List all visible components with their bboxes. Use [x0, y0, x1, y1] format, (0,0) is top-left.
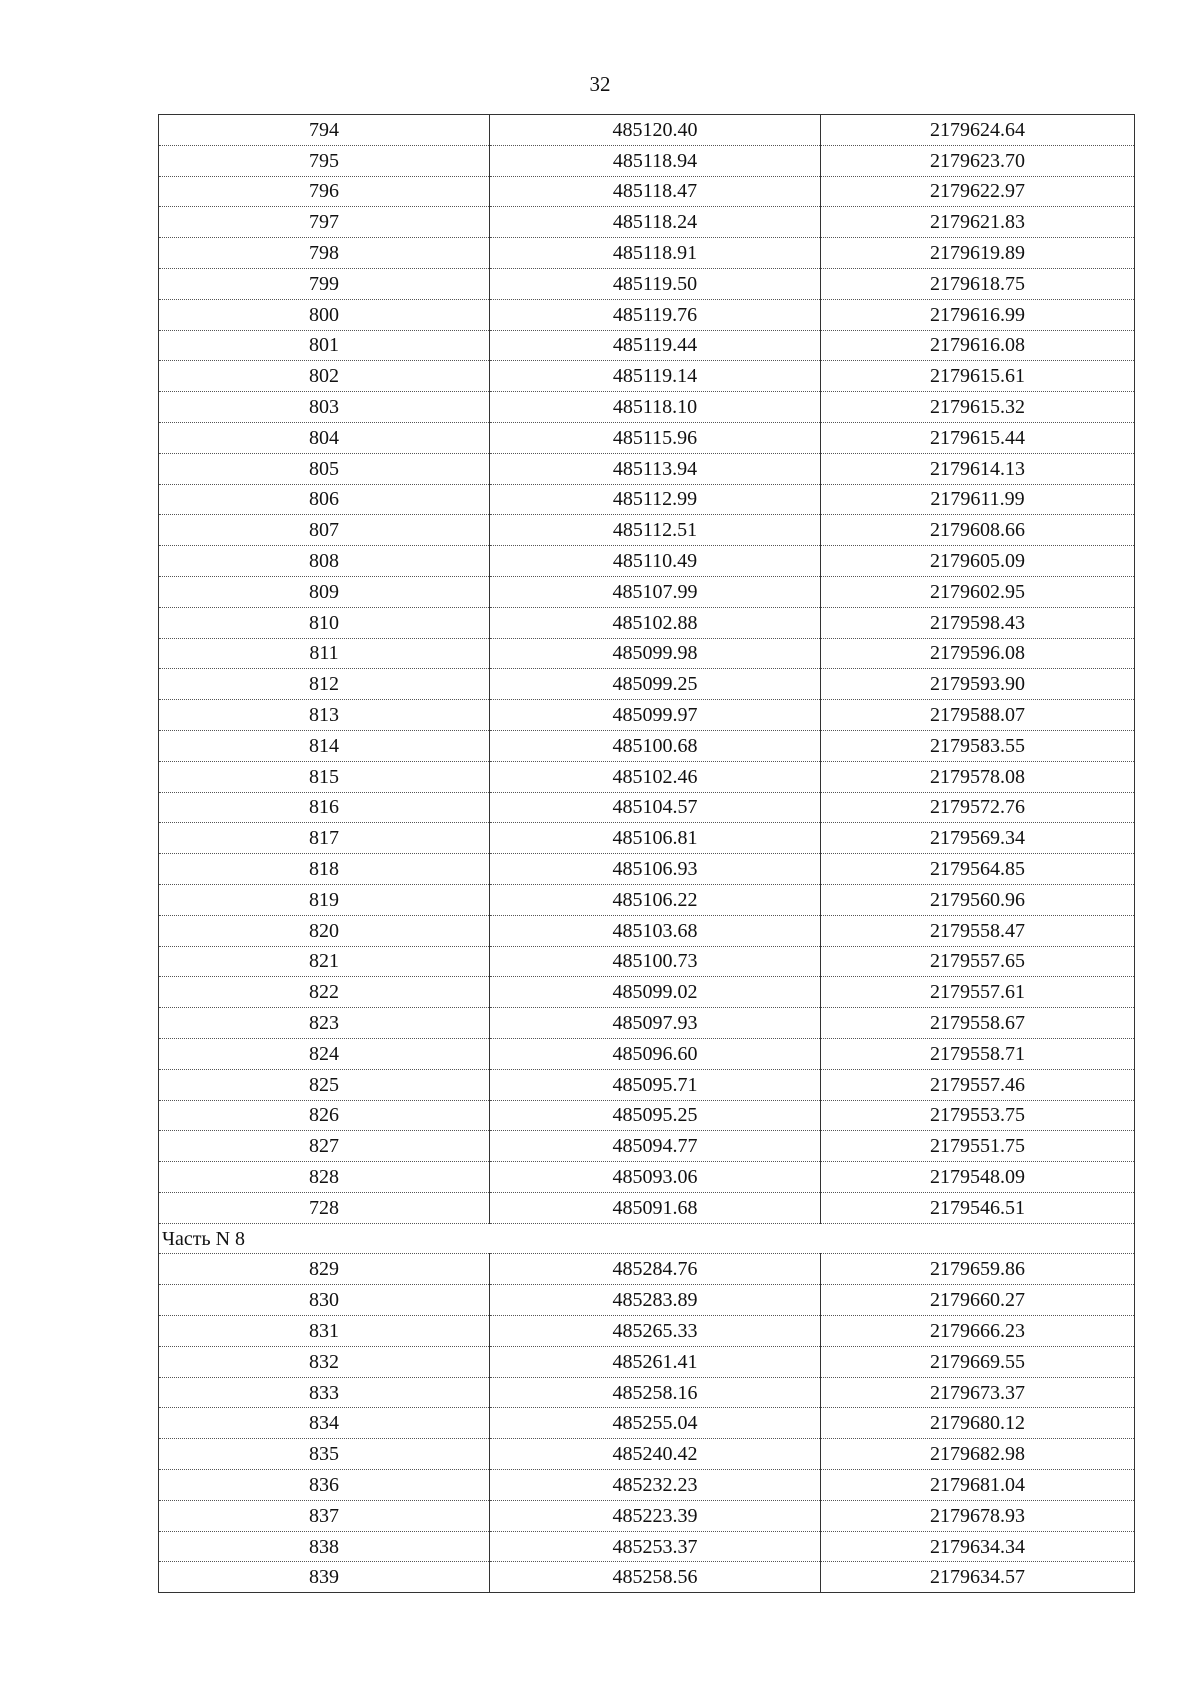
- point-number-cell: 814: [159, 730, 490, 761]
- y-coordinate-cell: 2179558.67: [821, 1008, 1135, 1039]
- y-coordinate-cell: 2179583.55: [821, 730, 1135, 761]
- point-number-cell: 823: [159, 1008, 490, 1039]
- y-coordinate-cell: 2179605.09: [821, 546, 1135, 577]
- y-coordinate-cell: 2179558.71: [821, 1038, 1135, 1069]
- x-coordinate-cell: 485255.04: [490, 1408, 821, 1439]
- point-number-cell: 819: [159, 884, 490, 915]
- table-row: [159, 1439, 1135, 1470]
- x-coordinate-cell: 485103.68: [490, 915, 821, 946]
- table-row: [159, 1069, 1135, 1100]
- y-coordinate-cell: 2179557.65: [821, 946, 1135, 977]
- y-coordinate-cell: 2179622.97: [821, 176, 1135, 207]
- y-coordinate-cell: 2179598.43: [821, 607, 1135, 638]
- table-row: [159, 884, 1135, 915]
- x-coordinate-cell: 485118.10: [490, 392, 821, 423]
- x-coordinate-cell: 485283.89: [490, 1285, 821, 1316]
- y-coordinate-cell: 2179548.09: [821, 1162, 1135, 1193]
- point-number-cell: 828: [159, 1162, 490, 1193]
- table-row: [159, 453, 1135, 484]
- point-number-cell: 796: [159, 176, 490, 207]
- coordinates-table: [158, 114, 1135, 1593]
- x-coordinate-cell: 485095.71: [490, 1069, 821, 1100]
- point-number-cell: 804: [159, 422, 490, 453]
- table-row: [159, 915, 1135, 946]
- table-row: [159, 1254, 1135, 1285]
- point-number-cell: 809: [159, 576, 490, 607]
- x-coordinate-cell: 485099.98: [490, 638, 821, 669]
- table-row: [159, 576, 1135, 607]
- point-number-cell: 835: [159, 1439, 490, 1470]
- y-coordinate-cell: 2179560.96: [821, 884, 1135, 915]
- point-number-cell: 797: [159, 207, 490, 238]
- x-coordinate-cell: 485094.77: [490, 1131, 821, 1162]
- x-coordinate-cell: 485106.93: [490, 854, 821, 885]
- y-coordinate-cell: 2179564.85: [821, 854, 1135, 885]
- point-number-cell: 821: [159, 946, 490, 977]
- point-number-cell: 728: [159, 1192, 490, 1223]
- y-coordinate-cell: 2179615.32: [821, 392, 1135, 423]
- table-row: [159, 730, 1135, 761]
- y-coordinate-cell: 2179678.93: [821, 1500, 1135, 1531]
- point-number-cell: 833: [159, 1377, 490, 1408]
- point-number-cell: 795: [159, 145, 490, 176]
- point-number-cell: 830: [159, 1285, 490, 1316]
- table-row: [159, 854, 1135, 885]
- y-coordinate-cell: 2179608.66: [821, 515, 1135, 546]
- y-coordinate-cell: 2179572.76: [821, 792, 1135, 823]
- point-number-cell: 837: [159, 1500, 490, 1531]
- x-coordinate-cell: 485119.76: [490, 299, 821, 330]
- x-coordinate-cell: 485091.68: [490, 1192, 821, 1223]
- point-number-cell: 838: [159, 1531, 490, 1562]
- table-row: [159, 946, 1135, 977]
- x-coordinate-cell: 485261.41: [490, 1346, 821, 1377]
- y-coordinate-cell: 2179588.07: [821, 700, 1135, 731]
- x-coordinate-cell: 485093.06: [490, 1162, 821, 1193]
- x-coordinate-cell: 485119.14: [490, 361, 821, 392]
- table-row: [159, 546, 1135, 577]
- table-row: [159, 1100, 1135, 1131]
- table-row: [159, 1562, 1135, 1593]
- y-coordinate-cell: 2179551.75: [821, 1131, 1135, 1162]
- y-coordinate-cell: 2179616.08: [821, 330, 1135, 361]
- x-coordinate-cell: 485120.40: [490, 115, 821, 146]
- point-number-cell: 811: [159, 638, 490, 669]
- y-coordinate-cell: 2179569.34: [821, 823, 1135, 854]
- x-coordinate-cell: 485099.25: [490, 669, 821, 700]
- x-coordinate-cell: 485118.91: [490, 238, 821, 269]
- point-number-cell: 827: [159, 1131, 490, 1162]
- table-row: [159, 1408, 1135, 1439]
- table-row: [159, 823, 1135, 854]
- table-row: [159, 299, 1135, 330]
- y-coordinate-cell: 2179666.23: [821, 1316, 1135, 1347]
- x-coordinate-cell: 485106.22: [490, 884, 821, 915]
- x-coordinate-cell: 485096.60: [490, 1038, 821, 1069]
- x-coordinate-cell: 485102.88: [490, 607, 821, 638]
- y-coordinate-cell: 2179659.86: [821, 1254, 1135, 1285]
- table-row: [159, 484, 1135, 515]
- y-coordinate-cell: 2179681.04: [821, 1470, 1135, 1501]
- x-coordinate-cell: 485115.96: [490, 422, 821, 453]
- x-coordinate-cell: 485099.02: [490, 977, 821, 1008]
- x-coordinate-cell: 485099.97: [490, 700, 821, 731]
- table-row: [159, 1500, 1135, 1531]
- y-coordinate-cell: 2179660.27: [821, 1285, 1135, 1316]
- x-coordinate-cell: 485253.37: [490, 1531, 821, 1562]
- point-number-cell: 820: [159, 915, 490, 946]
- point-number-cell: 808: [159, 546, 490, 577]
- table-row: [159, 669, 1135, 700]
- x-coordinate-cell: 485113.94: [490, 453, 821, 484]
- y-coordinate-cell: 2179553.75: [821, 1100, 1135, 1131]
- point-number-cell: 831: [159, 1316, 490, 1347]
- y-coordinate-cell: 2179615.44: [821, 422, 1135, 453]
- section-label: Часть N 8: [159, 1223, 1135, 1254]
- x-coordinate-cell: 485258.56: [490, 1562, 821, 1593]
- y-coordinate-cell: 2179623.70: [821, 145, 1135, 176]
- y-coordinate-cell: 2179624.64: [821, 115, 1135, 146]
- table-row: [159, 1470, 1135, 1501]
- table-row: [159, 1008, 1135, 1039]
- point-number-cell: 839: [159, 1562, 490, 1593]
- y-coordinate-cell: 2179615.61: [821, 361, 1135, 392]
- section-header-row: [159, 1223, 1135, 1254]
- x-coordinate-cell: 485240.42: [490, 1439, 821, 1470]
- y-coordinate-cell: 2179578.08: [821, 761, 1135, 792]
- table-row: [159, 330, 1135, 361]
- x-coordinate-cell: 485118.94: [490, 145, 821, 176]
- y-coordinate-cell: 2179673.37: [821, 1377, 1135, 1408]
- y-coordinate-cell: 2179593.90: [821, 669, 1135, 700]
- table-row: [159, 761, 1135, 792]
- table-row: [159, 238, 1135, 269]
- point-number-cell: 836: [159, 1470, 490, 1501]
- x-coordinate-cell: 485232.23: [490, 1470, 821, 1501]
- point-number-cell: 806: [159, 484, 490, 515]
- point-number-cell: 800: [159, 299, 490, 330]
- point-number-cell: 805: [159, 453, 490, 484]
- point-number-cell: 818: [159, 854, 490, 885]
- x-coordinate-cell: 485119.44: [490, 330, 821, 361]
- x-coordinate-cell: 485106.81: [490, 823, 821, 854]
- y-coordinate-cell: 2179682.98: [821, 1439, 1135, 1470]
- table-row: [159, 607, 1135, 638]
- point-number-cell: 826: [159, 1100, 490, 1131]
- table-row: [159, 1346, 1135, 1377]
- table-row: [159, 1377, 1135, 1408]
- table-row: [159, 1038, 1135, 1069]
- point-number-cell: 812: [159, 669, 490, 700]
- point-number-cell: 803: [159, 392, 490, 423]
- x-coordinate-cell: 485107.99: [490, 576, 821, 607]
- table-row: [159, 1162, 1135, 1193]
- x-coordinate-cell: 485112.99: [490, 484, 821, 515]
- y-coordinate-cell: 2179669.55: [821, 1346, 1135, 1377]
- point-number-cell: 801: [159, 330, 490, 361]
- x-coordinate-cell: 485100.73: [490, 946, 821, 977]
- point-number-cell: 829: [159, 1254, 490, 1285]
- point-number-cell: 813: [159, 700, 490, 731]
- table-row: [159, 700, 1135, 731]
- y-coordinate-cell: 2179680.12: [821, 1408, 1135, 1439]
- y-coordinate-cell: 2179618.75: [821, 268, 1135, 299]
- x-coordinate-cell: 485258.16: [490, 1377, 821, 1408]
- x-coordinate-cell: 485100.68: [490, 730, 821, 761]
- x-coordinate-cell: 485284.76: [490, 1254, 821, 1285]
- y-coordinate-cell: 2179596.08: [821, 638, 1135, 669]
- point-number-cell: 798: [159, 238, 490, 269]
- y-coordinate-cell: 2179634.57: [821, 1562, 1135, 1593]
- y-coordinate-cell: 2179546.51: [821, 1192, 1135, 1223]
- table-row: [159, 422, 1135, 453]
- y-coordinate-cell: 2179621.83: [821, 207, 1135, 238]
- table-row: [159, 392, 1135, 423]
- y-coordinate-cell: 2179619.89: [821, 238, 1135, 269]
- table-row: [159, 1316, 1135, 1347]
- table-row: [159, 268, 1135, 299]
- x-coordinate-cell: 485102.46: [490, 761, 821, 792]
- point-number-cell: 802: [159, 361, 490, 392]
- x-coordinate-cell: 485223.39: [490, 1500, 821, 1531]
- table-row: [159, 145, 1135, 176]
- table-row: [159, 977, 1135, 1008]
- y-coordinate-cell: 2179602.95: [821, 576, 1135, 607]
- table-row: [159, 115, 1135, 146]
- x-coordinate-cell: 485119.50: [490, 268, 821, 299]
- x-coordinate-cell: 485095.25: [490, 1100, 821, 1131]
- page-number: 32: [589, 72, 611, 96]
- point-number-cell: 832: [159, 1346, 490, 1377]
- x-coordinate-cell: 485097.93: [490, 1008, 821, 1039]
- point-number-cell: 817: [159, 823, 490, 854]
- table-row: [159, 515, 1135, 546]
- y-coordinate-cell: 2179614.13: [821, 453, 1135, 484]
- point-number-cell: 824: [159, 1038, 490, 1069]
- y-coordinate-cell: 2179557.46: [821, 1069, 1135, 1100]
- x-coordinate-cell: 485110.49: [490, 546, 821, 577]
- x-coordinate-cell: 485118.47: [490, 176, 821, 207]
- x-coordinate-cell: 485265.33: [490, 1316, 821, 1347]
- point-number-cell: 816: [159, 792, 490, 823]
- x-coordinate-cell: 485104.57: [490, 792, 821, 823]
- point-number-cell: 794: [159, 115, 490, 146]
- y-coordinate-cell: 2179558.47: [821, 915, 1135, 946]
- table-row: [159, 638, 1135, 669]
- x-coordinate-cell: 485118.24: [490, 207, 821, 238]
- table-row: [159, 1131, 1135, 1162]
- table-row: [159, 1531, 1135, 1562]
- table-row: [159, 207, 1135, 238]
- point-number-cell: 807: [159, 515, 490, 546]
- table-row: [159, 361, 1135, 392]
- point-number-cell: 834: [159, 1408, 490, 1439]
- y-coordinate-cell: 2179616.99: [821, 299, 1135, 330]
- point-number-cell: 810: [159, 607, 490, 638]
- y-coordinate-cell: 2179557.61: [821, 977, 1135, 1008]
- point-number-cell: 799: [159, 268, 490, 299]
- y-coordinate-cell: 2179634.34: [821, 1531, 1135, 1562]
- coordinates-table-body: [159, 115, 1135, 1593]
- table-row: [159, 1192, 1135, 1223]
- point-number-cell: 815: [159, 761, 490, 792]
- point-number-cell: 825: [159, 1069, 490, 1100]
- x-coordinate-cell: 485112.51: [490, 515, 821, 546]
- table-row: [159, 792, 1135, 823]
- y-coordinate-cell: 2179611.99: [821, 484, 1135, 515]
- table-row: [159, 1285, 1135, 1316]
- point-number-cell: 822: [159, 977, 490, 1008]
- table-row: [159, 176, 1135, 207]
